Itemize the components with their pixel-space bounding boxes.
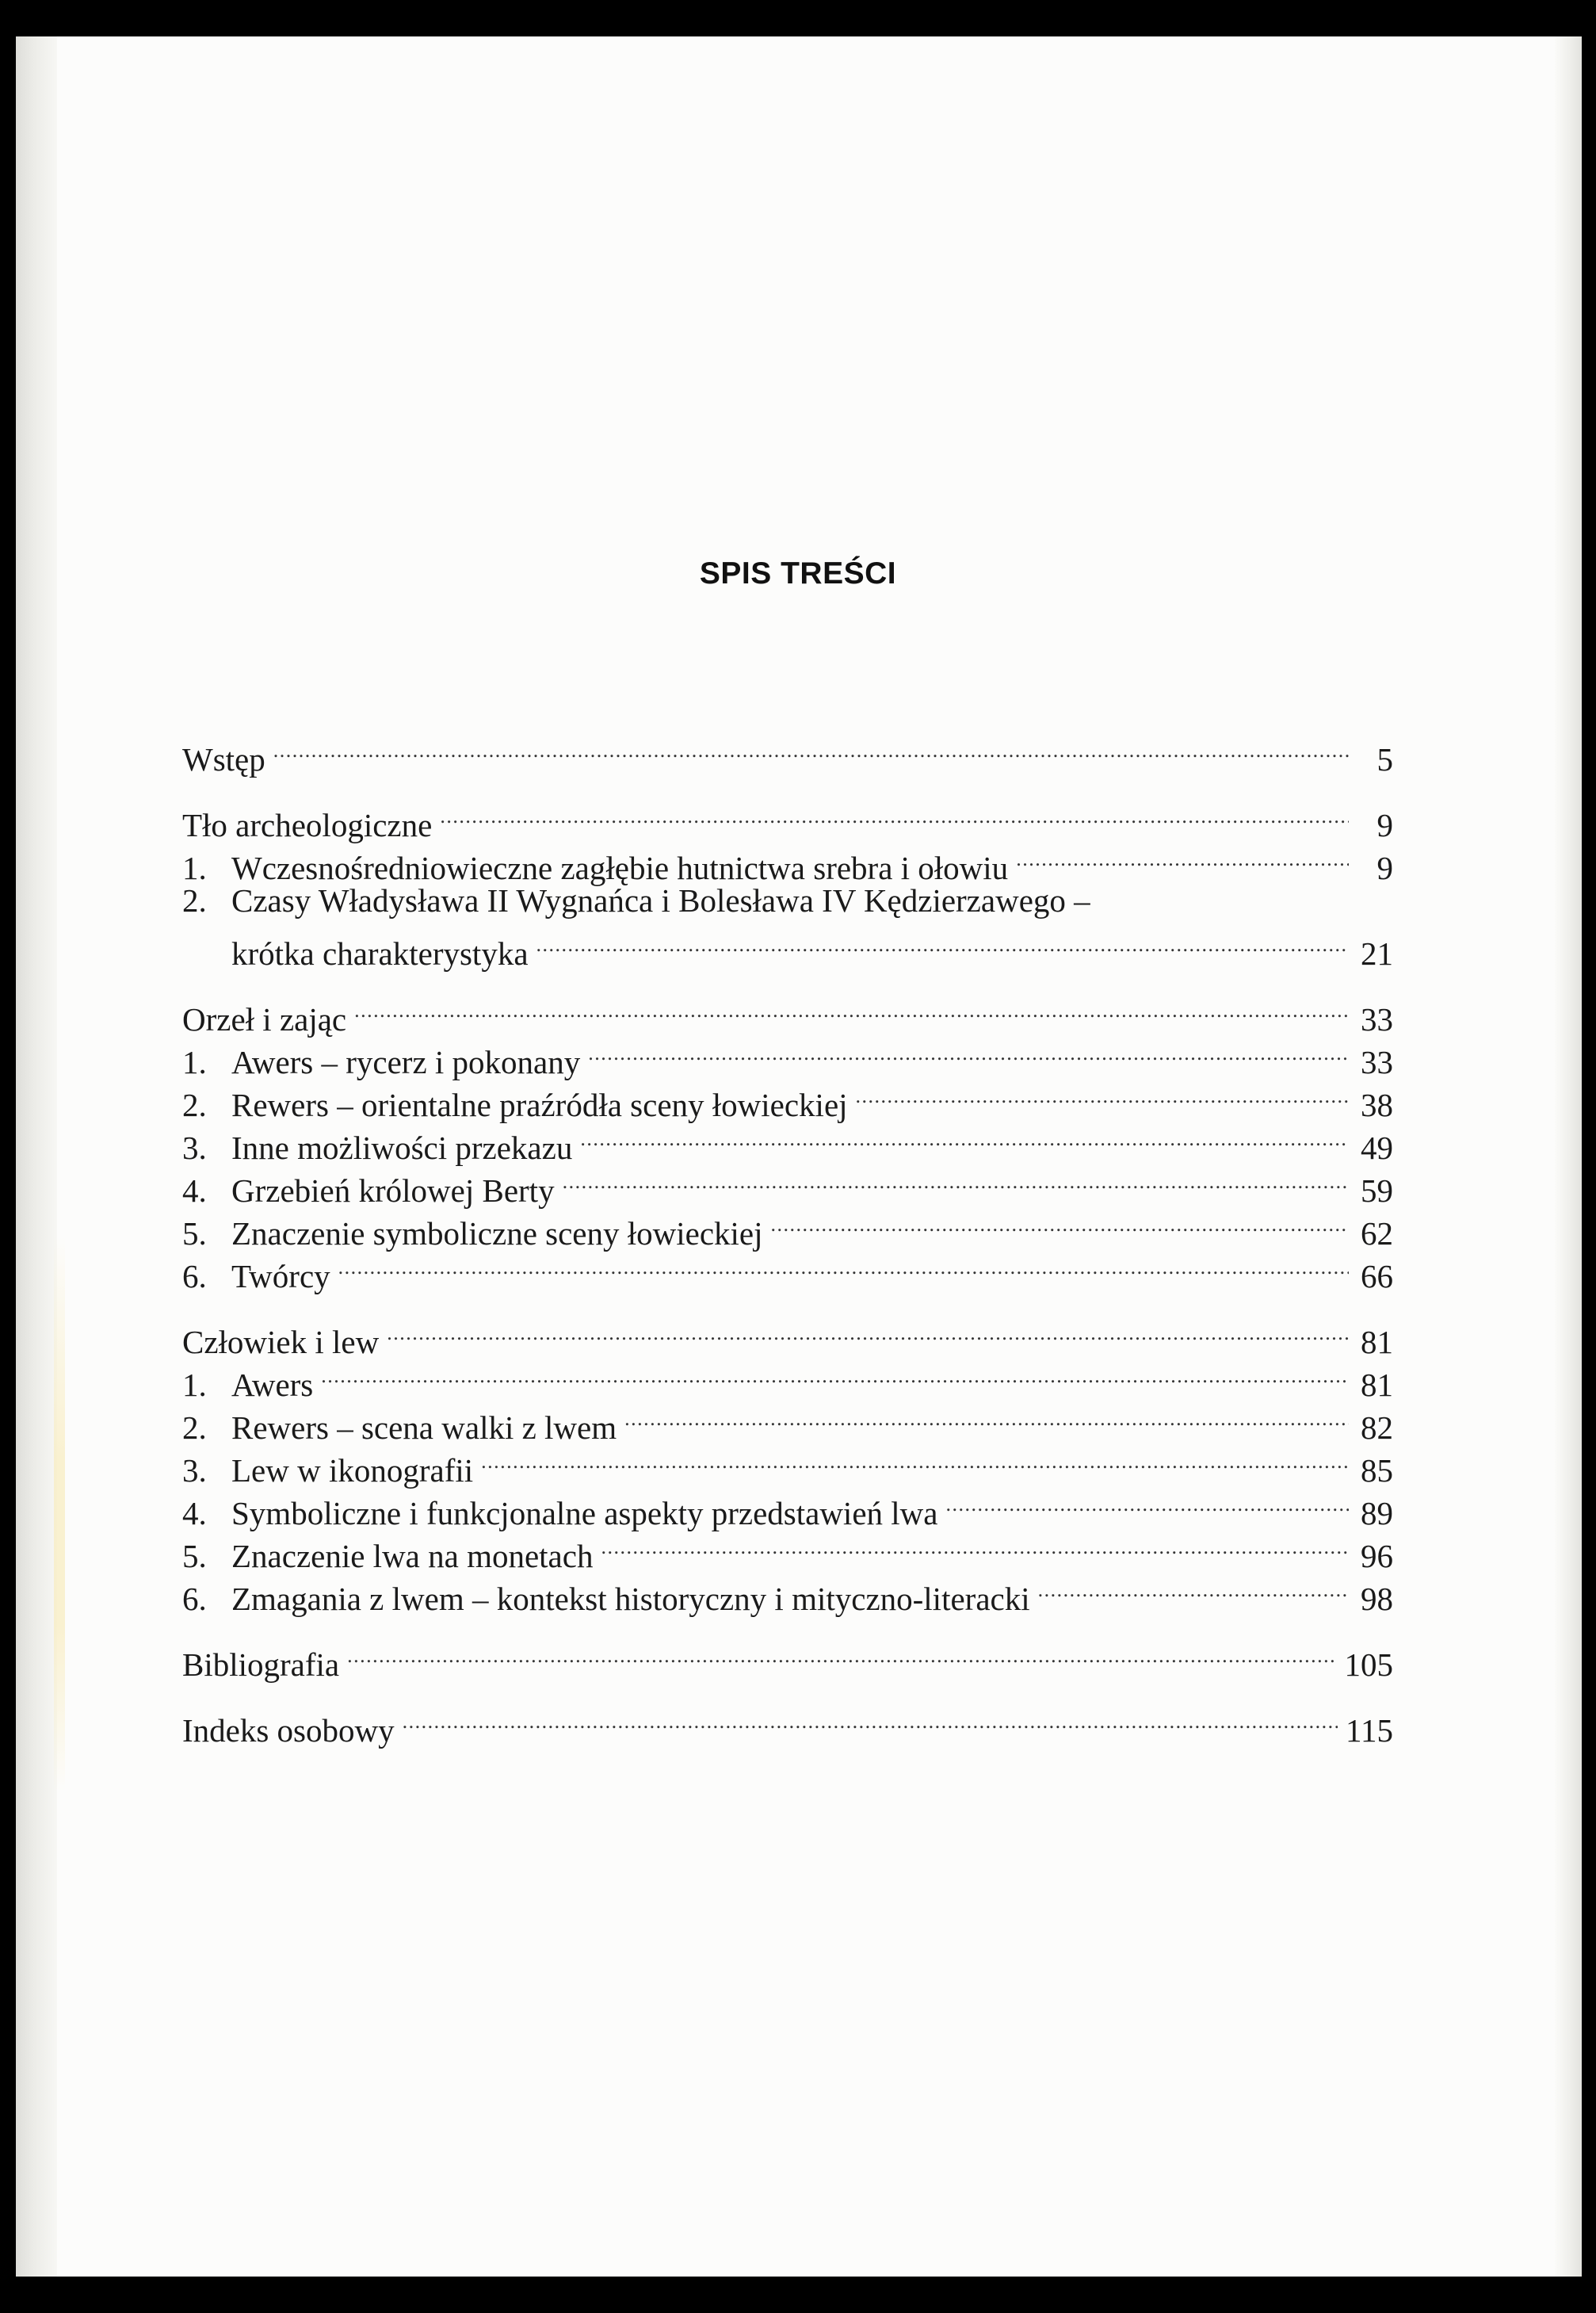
- toc-entry-title: Awers – rycerz i pokonany: [231, 1044, 581, 1080]
- toc-entry: [182, 879, 1393, 922]
- toc-section: [182, 1699, 1393, 1749]
- toc-entry-number: 1.: [182, 1367, 207, 1403]
- toc-page-number: 33: [1361, 1044, 1393, 1080]
- dot-leader: [338, 1244, 1349, 1287]
- toc-entry-title: Lew w ikonografii: [231, 1452, 474, 1489]
- toc-page-number: 85: [1361, 1452, 1393, 1489]
- dot-leader: [624, 1396, 1349, 1439]
- dot-leader: [321, 1353, 1349, 1396]
- toc-page-number: 38: [1361, 1087, 1393, 1123]
- dot-leader: [563, 1159, 1349, 1202]
- toc-page-number: 9: [1376, 850, 1393, 886]
- toc-entry-title: Orzeł i zając: [182, 1001, 347, 1038]
- toc-entry-title: Czasy Władysława II Wygnańca i Bolesława IV Kędzierzawego –: [231, 882, 1090, 919]
- toc-entry-number: 4.: [182, 1495, 207, 1531]
- paper-stain: [54, 1237, 65, 1791]
- toc-entry-title: Znaczenie lwa na monetach: [231, 1538, 594, 1574]
- dot-leader: [387, 1310, 1349, 1353]
- toc-entry: [182, 1030, 1393, 1080]
- toc-entry: [182, 728, 1393, 778]
- dot-leader: [1038, 1567, 1349, 1610]
- toc-section: [182, 988, 1393, 1294]
- toc-entry-title: Znaczenie symboliczne sceny łowieckiej: [231, 1215, 763, 1252]
- toc-entry-title: Zmagania z lwem – kontekst historyczny i mityczno-literacki: [231, 1581, 1030, 1617]
- dot-leader: [1016, 836, 1349, 879]
- toc-entry-continuation: [182, 922, 1393, 972]
- dot-leader: [273, 728, 1349, 770]
- dot-leader: [354, 988, 1349, 1030]
- toc-entry-number: 5.: [182, 1538, 207, 1574]
- toc-page-number: 81: [1361, 1367, 1393, 1403]
- dot-leader: [347, 1633, 1336, 1676]
- toc-page-number: 89: [1361, 1495, 1393, 1531]
- toc-entry: [182, 1699, 1393, 1749]
- toc-entry: [182, 1310, 1393, 1360]
- toc-entry-number: 3.: [182, 1130, 207, 1166]
- toc-entry: [182, 1396, 1393, 1446]
- toc-entry-title: Bibliografia: [182, 1646, 340, 1683]
- toc-entry-title: Symboliczne i funkcjonalne aspekty przedstawień lwa: [231, 1495, 938, 1531]
- toc-entry-number: 2.: [182, 1409, 207, 1446]
- toc-entry-number: 2.: [182, 1087, 207, 1123]
- toc-entry-title: Wczesnośredniowieczne zagłębie hutnictwa srebra i ołowiu: [231, 850, 1009, 886]
- toc-entry-title: Awers: [231, 1367, 314, 1403]
- toc-entry-number: 3.: [182, 1452, 207, 1489]
- toc-page-number: 9: [1376, 807, 1393, 843]
- toc-entry-title: Twórcy: [231, 1258, 330, 1294]
- toc-entry: [182, 1353, 1393, 1403]
- toc-page-number: 96: [1361, 1538, 1393, 1574]
- toc-entry: [182, 988, 1393, 1038]
- page-title: SPIS TREŚCI: [699, 556, 897, 591]
- dot-leader: [856, 1073, 1349, 1116]
- toc-page-number: 33: [1361, 1001, 1393, 1038]
- toc-section: [182, 793, 1393, 972]
- dot-leader: [601, 1524, 1349, 1567]
- toc-page-number: 81: [1361, 1324, 1393, 1360]
- dot-leader: [536, 922, 1349, 965]
- toc-entry: [182, 1633, 1393, 1683]
- toc-page-number: 21: [1361, 935, 1393, 972]
- dot-leader: [481, 1439, 1349, 1481]
- toc-entry-title: Rewers – orientalne praźródła sceny łowieckiej: [231, 1087, 848, 1123]
- toc-entry: [182, 1244, 1393, 1294]
- toc-section: [182, 728, 1393, 778]
- toc-page-number: 66: [1361, 1258, 1393, 1294]
- toc-entry-number: 4.: [182, 1172, 207, 1209]
- toc-page-number: 62: [1361, 1215, 1393, 1252]
- table-of-contents: [182, 728, 1393, 1764]
- toc-section: [182, 1633, 1393, 1683]
- toc-entry: [182, 793, 1393, 843]
- toc-entry-number: 5.: [182, 1215, 207, 1252]
- dot-leader: [945, 1481, 1349, 1524]
- toc-entry-number: 1.: [182, 1044, 207, 1080]
- toc-entry-title: Rewers – scena walki z lwem: [231, 1409, 617, 1446]
- dot-leader: [580, 1116, 1349, 1159]
- dot-leader: [403, 1699, 1338, 1741]
- toc-entry-number: 2.: [182, 882, 207, 919]
- toc-section: [182, 1310, 1393, 1617]
- page-shadow-left: [16, 36, 57, 2277]
- toc-entry-number: 1.: [182, 850, 207, 886]
- toc-page-number: 98: [1361, 1581, 1393, 1617]
- toc-page-number: 105: [1344, 1646, 1393, 1683]
- toc-entry-title-continued: krótka charakterystyka: [231, 935, 529, 972]
- dot-leader: [771, 1202, 1349, 1244]
- toc-entry-title: Grzebień królowej Berty: [231, 1172, 555, 1209]
- toc-page-number: 82: [1361, 1409, 1393, 1446]
- toc-entry-title: Człowiek i lew: [182, 1324, 380, 1360]
- toc-page-number: 5: [1376, 741, 1393, 778]
- toc-entry-title: Inne możliwości przekazu: [231, 1130, 573, 1166]
- toc-entry-title: Wstęp: [182, 741, 265, 778]
- toc-entry-title: Indeks osobowy: [182, 1712, 395, 1749]
- toc-entry-title: Tło archeologiczne: [182, 807, 433, 843]
- dot-leader: [588, 1030, 1349, 1073]
- toc-page-number: 115: [1346, 1712, 1393, 1749]
- toc-page-number: 49: [1361, 1130, 1393, 1166]
- toc-entry-number: 6.: [182, 1258, 207, 1294]
- page-shadow-right: [1555, 36, 1582, 2277]
- toc-page-number: 59: [1361, 1172, 1393, 1209]
- toc-entry-number: 6.: [182, 1581, 207, 1617]
- dot-leader: [440, 793, 1349, 836]
